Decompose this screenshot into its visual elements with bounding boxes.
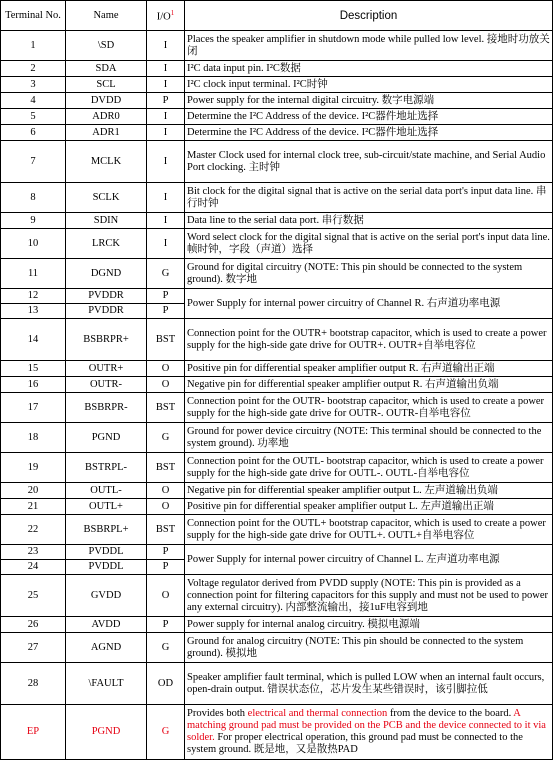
table-row [1,617,553,633]
table-row [1,109,553,125]
pin-name: SDA [66,61,147,77]
terminal-number: 14 [1,319,66,361]
terminal-number: 3 [1,77,66,93]
terminal-number: 19 [1,453,66,483]
terminal-number: 22 [1,515,66,545]
pin-name: OUTR+ [66,361,147,377]
desc-text: For proper electrical operation, this ground pad must be connected to the system ground. 既是地，又是散热PAD [187,732,523,755]
pin-description: Places the speaker amplifier in shutdown mode while pulled low level. 接地时功放关闭 [185,31,553,61]
pin-io: P [147,289,185,304]
pin-io: BST [147,515,185,545]
terminal-number: 9 [1,213,66,229]
desc-text: Provides both [187,708,248,719]
pin-description [185,705,553,760]
pin-io: O [147,575,185,617]
pin-io: BST [147,319,185,361]
pin-io: G [147,633,185,663]
pin-io: I [147,141,185,183]
table-row [1,125,553,141]
pin-description: Speaker amplifier fault terminal, which is pulled LOW when an internal fault occurs, open-drain output. 错误状态位，芯片发生某些错误时，该引脚拉低 [185,663,553,705]
pin-description: Ground for power device circuitry (NOTE: This terminal should be connected to the system ground). 功率地 [185,423,553,453]
pin-io: I [147,229,185,259]
terminal-number: 15 [1,361,66,377]
pin-io: O [147,499,185,515]
table-row [1,483,553,499]
table-row [1,61,553,77]
pin-description: Bit clock for the digital signal that is active on the serial data port's input data line. 串行时钟 [185,183,553,213]
pin-io: G [147,423,185,453]
terminal-number: 4 [1,93,66,109]
pin-description: Power Supply for internal power circuitry of Channel L. 左声道功率电源 [185,545,553,575]
table-row-ep [1,705,553,760]
table-row [1,633,553,663]
pin-name: PVDDR [66,304,147,319]
pin-name: \SD [66,31,147,61]
table-row [1,183,553,213]
pin-name: SCL [66,77,147,93]
terminal-no-header: Terminal No. [1,1,66,31]
terminal-number: 11 [1,259,66,289]
pin-io: O [147,377,185,393]
table-row [1,499,553,515]
pin-description: Determine the I²C Address of the device. I²C器件地址选择 [185,125,553,141]
table-row [1,575,553,617]
pin-description: Ground for digital circuitry (NOTE: This pin should be connected to the system ground). 数字地 [185,259,553,289]
pin-io: I [147,61,185,77]
pin-name: LRCK [66,229,147,259]
pin-name: GVDD [66,575,147,617]
terminal-number: 25 [1,575,66,617]
pin-io: P [147,93,185,109]
pin-description: Power supply for internal analog circuitry. 模拟电源端 [185,617,553,633]
table-row [1,663,553,705]
pin-io: OD [147,663,185,705]
terminal-number: 12 [1,289,66,304]
pin-io: I [147,125,185,141]
pin-description: Data line to the serial data port. 串行数据 [185,213,553,229]
pin-io: I [147,31,185,61]
terminal-number: 24 [1,560,66,575]
pin-name: BSBRPL+ [66,515,147,545]
table-row [1,289,553,304]
pin-description: Positive pin for differential speaker amplifier output R. 右声道输出正端 [185,361,553,377]
pin-description: Negative pin for differential speaker amplifier output L. 左声道输出负端 [185,483,553,499]
pin-io: BST [147,453,185,483]
table-row [1,93,553,109]
terminal-number: 7 [1,141,66,183]
pin-io: O [147,483,185,499]
terminal-number: 28 [1,663,66,705]
terminal-number: 21 [1,499,66,515]
pin-name: PGND [66,423,147,453]
pin-description: I²C data input pin. I²C数据 [185,61,553,77]
desc-text: from the device to the board. [387,708,514,719]
pin-io: O [147,361,185,377]
terminal-number: 17 [1,393,66,423]
pin-description: Determine the I²C Address of the device. I²C器件地址选择 [185,109,553,125]
terminal-number: 6 [1,125,66,141]
table-row [1,31,553,61]
table-row [1,423,553,453]
terminal-number: 16 [1,377,66,393]
terminal-number: 2 [1,61,66,77]
pin-name: PVDDL [66,545,147,560]
pin-name: PGND [66,705,147,760]
pin-name: SCLK [66,183,147,213]
pin-name: OUTR- [66,377,147,393]
pin-name: ADR1 [66,125,147,141]
pin-description: Voltage regulator derived from PVDD supply (NOTE: This pin is provided as a connection point for filtering capacitors for this supply and must not be used to power any external circuitry). 内部整流输出，接1uF电容到地 [185,575,553,617]
pin-io: P [147,545,185,560]
terminal-number: 27 [1,633,66,663]
pin-io: I [147,213,185,229]
pin-name: BSBRPR+ [66,319,147,361]
table-row [1,361,553,377]
pin-io: P [147,560,185,575]
pin-io: I [147,183,185,213]
pin-description: Connection point for the OUTL- bootstrap capacitor, which is used to create a power supply for the high-side gate drive for OUTL-. OUTL-自举电容位 [185,453,553,483]
pin-io: P [147,617,185,633]
pin-description: I²C clock input terminal. I²C时钟 [185,77,553,93]
table-row [1,213,553,229]
pin-description: Master Clock used for internal clock tree, sub-circuit/state machine, and Serial Audio Port clocking. 主时钟 [185,141,553,183]
pin-description: Positive pin for differential speaker amplifier output L. 左声道输出正端 [185,499,553,515]
table-row [1,453,553,483]
pin-io: BST [147,393,185,423]
pin-description: Connection point for the OUTR+ bootstrap capacitor, which is used to create a power supply for the high-side gate drive for OUTR+. OUTR+自举电容位 [185,319,553,361]
pin-name: \FAULT [66,663,147,705]
pin-name: SDIN [66,213,147,229]
terminal-number: 5 [1,109,66,125]
terminal-number: 26 [1,617,66,633]
header-row [1,1,553,31]
pin-io: G [147,259,185,289]
pin-name: AGND [66,633,147,663]
pin-name: ADR0 [66,109,147,125]
pin-io: P [147,304,185,319]
terminal-number: 23 [1,545,66,560]
table-row [1,141,553,183]
table-row [1,515,553,545]
pin-description: Connection point for the OUTR- bootstrap capacitor, which is used to create a power supply for the high-side gate drive for OUTR-. OUTR-自举电容位 [185,393,553,423]
pin-name: DGND [66,259,147,289]
terminal-number: 8 [1,183,66,213]
desc-highlight: A matching ground pad must be provided on the PCB and the device connected to it via solder. [187,708,546,743]
table-row [1,545,553,560]
pin-name: MCLK [66,141,147,183]
pin-description: Negative pin for differential speaker amplifier output R. 右声道输出负端 [185,377,553,393]
table-row [1,393,553,423]
pin-description: Connection point for the OUTL+ bootstrap capacitor, which is used to create a power supply for the high-side gate drive for OUTL+. OUTL+自举电容位 [185,515,553,545]
terminal-number: EP [1,705,66,760]
table-row [1,319,553,361]
pin-name: BSBRPR- [66,393,147,423]
description-header: Description [185,1,553,31]
io-header-label: I/O [156,11,171,23]
terminal-number: 10 [1,229,66,259]
terminal-number: 18 [1,423,66,453]
terminal-number: 13 [1,304,66,319]
pin-io: G [147,705,185,760]
io-header [147,1,185,31]
pin-name: PVDDR [66,289,147,304]
pin-description: Power supply for the internal digital circuitry. 数字电源端 [185,93,553,109]
name-header: Name [66,1,147,31]
table-row [1,229,553,259]
pin-io: I [147,109,185,125]
terminal-number: 20 [1,483,66,499]
terminal-number: 1 [1,31,66,61]
pin-description: Power Supply for internal power circuitry of Channel R. 右声道功率电源 [185,289,553,319]
pin-name: OUTL- [66,483,147,499]
pin-name: OUTL+ [66,499,147,515]
pin-name: BSTRPL- [66,453,147,483]
pin-description: Ground for analog circuitry (NOTE: This pin should be connected to the system ground). 模拟地 [185,633,553,663]
pin-name: DVDD [66,93,147,109]
pin-name: AVDD [66,617,147,633]
pin-name: PVDDL [66,560,147,575]
desc-highlight: electrical and thermal connection [247,708,388,719]
table-row [1,77,553,93]
table-row [1,259,553,289]
table-row [1,377,553,393]
pin-io: I [147,77,185,93]
io-footnote-mark: 1 [170,9,175,18]
pin-description: Word select clock for the digital signal that is active on the serial port's input data line. 帧时钟，字段（声道）选择 [185,229,553,259]
